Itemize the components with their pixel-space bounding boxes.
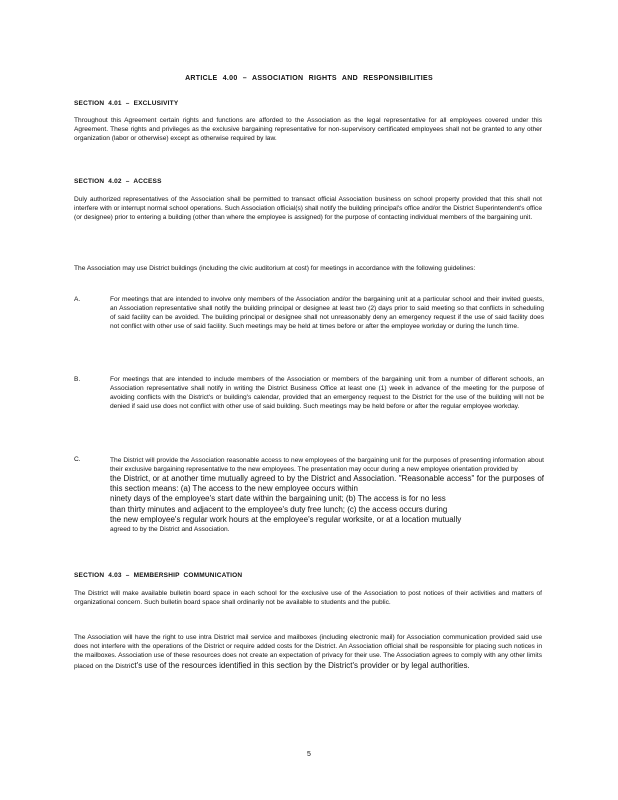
item-text: For meetings that are intended to involve only members of the Association and/or the bargaining unit at a particular school and their invited guests, an Association representative shall notify the building principal or designee at least two (2) days prior to said meeting so that conflicts in scheduling of said facility can be avoided. The building principal or designee shall not unreasonably deny an emergency request if the use of said facility does not conflict with other use of said facility. Such meetings may be held at times before or after the employee workday or during the lunch time. [110, 296, 544, 330]
section-heading-exclusivity: SECTION 4.01 – EXCLUSIVITY [74, 100, 179, 107]
item-text-part: than thirty minutes and adjacent to the employee's duty free lunch; (c) the access occurs during [110, 504, 448, 514]
item-label: C. [74, 456, 81, 463]
item-text: For meetings that are intended to include members of the Association or members of the bargaining unit from a number of different schools, an Association representative shall notify in writing the District Business Office at least one (1) week in advance of the meeting for the purpose of avoiding conflicts with the District's or building's calendar, provided that an emergency request to the District for the use of the building will not be denied if said use does not conflict with other use of said building. Such meetings may be held before or after the regular employee workday. [110, 376, 544, 410]
exclusivity-paragraph: Throughout this Agreement certain rights and functions are afforded to the Association as the legal representative for all employees covered under this Agreement. These rights and privileges as the exclusive bargaining representative for non-supervisory certificated employees shall not be granted to any other organization (labor or otherwise) except as otherwise required by law. [74, 117, 542, 142]
membership-paragraph-1: The District will make available bulletin board space in each school for the exclusive use of the Association to post notices of their activities and matters of organizational concern. Such bulletin board space shall ordinarily not be available to students and the public. [74, 590, 542, 606]
item-text-part: ninety days of the employee's start date within the bargaining unit; (b) The access is for no less [110, 494, 446, 504]
membership-paragraph-2-part: ct's use of the resources identified in this section by the District's provider or by legal authorities. [130, 660, 470, 670]
item-text-part: the District, or at another time mutually agreed to by the District and Association. "Reasonable access" for the purposes of this section means: (a) The access to the new employee occurs within [110, 474, 544, 494]
item-label: A. [74, 296, 81, 303]
access-paragraph-1: Duly authorized representatives of the Association shall be permitted to transact official Association business on school property provided that this shall not interfere with or interrupt normal school operations. Such Association official(s) shall notify the building principal's office and/or the District Superintendent's office (or designee) prior to entering a building (other than where the employee is assigned) for the purpose of contacting individual members of the bargaining unit. [74, 196, 542, 221]
item-text [110, 456, 544, 534]
item-label: B. [74, 376, 81, 383]
article-title: ARTICLE 4.00 – ASSOCIATION RIGHTS AND RESPONSIBILITIES [185, 75, 433, 82]
item-text-part: agreed to by the District and Association. [110, 526, 230, 534]
page-number: 5 [307, 751, 311, 758]
item-text-part: The District will provide the Association reasonable access to new employees of the bargaining unit for the purposes of presenting information about their exclusive bargaining representative to the new employees. The presentation may occur during a new employee orientation provided by [110, 457, 544, 473]
membership-paragraph-2-part: The Association will have the right to use intra District mail service and mailboxes (including electronic mail) for Association communication provided said use does not interfere with the operations of the District or require added costs for the District. An Association official shall be responsible for placing such notices in the mailboxes. Association use of these resources does not create an expectation of privacy for their use. The Association agrees to comply with any other limits placed on the Distri [74, 634, 542, 670]
membership-paragraph-2 [74, 634, 542, 672]
section-heading-membership-communication: SECTION 4.03 – MEMBERSHIP COMMUNICATION [74, 572, 243, 579]
access-paragraph-2: The Association may use District buildings (including the civic auditorium at cost) for meetings in accordance with the following guidelines: [74, 265, 476, 272]
section-heading-access: SECTION 4.02 – ACCESS [74, 178, 162, 185]
item-text-part: the new employee's regular work hours at the employee's regular worksite, or at a location mutually [110, 514, 462, 524]
